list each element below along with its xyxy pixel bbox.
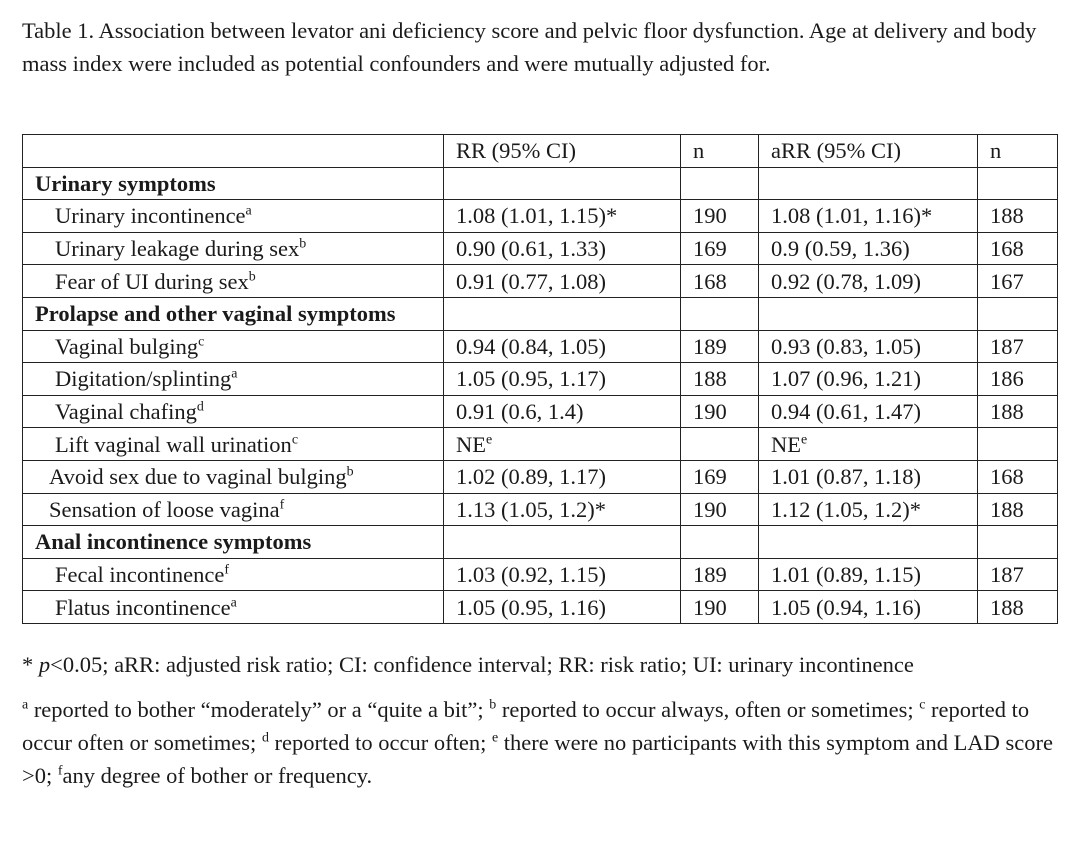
section-heading: Prolapse and other vaginal symptoms <box>23 297 444 330</box>
row-label-cell <box>23 330 444 363</box>
arr-value: 0.9 (0.59, 1.36) <box>771 236 910 262</box>
n-adjusted-cell <box>978 428 1058 461</box>
n-cell: 189 <box>681 558 759 591</box>
arr-cell <box>759 330 978 363</box>
footnote-text: any degree of bother or frequency. <box>62 763 373 788</box>
empty-cell <box>444 526 681 559</box>
footnote-marker: e <box>801 432 808 448</box>
p-symbol: p <box>38 652 51 677</box>
arr-value: 1.12 (1.05, 1.2)* <box>771 496 921 522</box>
row-label: Fecal incontinence <box>55 562 225 588</box>
rr-cell <box>444 428 681 461</box>
arr-cell <box>759 200 978 233</box>
rr-value: 1.03 (0.92, 1.15) <box>456 562 606 588</box>
empty-cell <box>681 167 759 200</box>
table-row <box>23 591 1058 624</box>
n-adjusted-cell: 187 <box>978 558 1058 591</box>
rr-cell <box>444 200 681 233</box>
rr-cell <box>444 558 681 591</box>
abbreviations-text: <0.05; aRR: adjusted risk ratio; CI: confidence interval; RR: risk ratio; UI: urinary incontinence <box>50 652 914 677</box>
section-row <box>23 526 1058 559</box>
table-caption: Table 1. Association between levator ani deficiency score and pelvic floor dysfunction. Age at delivery and body mass index were included as potential confounders and were mutually adjusted for. <box>22 18 1037 76</box>
rr-value: 1.05 (0.95, 1.16) <box>456 594 606 620</box>
n-adjusted-cell: 188 <box>978 591 1058 624</box>
arr-value: 1.08 (1.01, 1.16)* <box>771 203 933 229</box>
arr-value: 1.01 (0.87, 1.18) <box>771 464 921 490</box>
abbreviations-note <box>22 648 1062 681</box>
rr-cell <box>444 330 681 363</box>
row-label-cell <box>23 363 444 396</box>
footnote-marker: b <box>489 697 497 713</box>
arr-cell <box>759 363 978 396</box>
rr-cell <box>444 591 681 624</box>
row-label: Urinary leakage during sex <box>55 236 300 262</box>
n-adjusted-cell: 188 <box>978 395 1058 428</box>
header-cell-label <box>23 135 444 168</box>
table-row <box>23 558 1058 591</box>
row-label-cell <box>23 460 444 493</box>
rr-cell <box>444 460 681 493</box>
row-label: Flatus incontinence <box>55 594 231 620</box>
n-adjusted-cell: 188 <box>978 200 1058 233</box>
n-adjusted-cell: 168 <box>978 232 1058 265</box>
rr-cell <box>444 232 681 265</box>
row-label: Urinary incontinence <box>55 203 246 229</box>
n-cell: 169 <box>681 232 759 265</box>
table-row <box>23 460 1058 493</box>
arr-cell <box>759 265 978 298</box>
footnote-marker: d <box>261 730 269 746</box>
arr-cell <box>759 428 978 461</box>
footnote-marker: c <box>291 432 298 448</box>
empty-cell <box>681 526 759 559</box>
table-row <box>23 200 1058 233</box>
rr-value: 1.02 (0.89, 1.17) <box>456 464 606 490</box>
row-label: Lift vaginal wall urination <box>55 431 292 457</box>
footnote-marker: b <box>248 269 256 285</box>
table-row <box>23 363 1058 396</box>
footnote-text: reported to occur often; <box>268 730 492 755</box>
footnote-text: reported to bother “moderately” or a “quite a bit”; <box>28 697 490 722</box>
row-label: Fear of UI during sex <box>55 268 249 294</box>
row-label: Avoid sex due to vaginal bulging <box>49 464 347 490</box>
table-notes <box>22 648 1062 792</box>
arr-cell <box>759 460 978 493</box>
table-row <box>23 395 1058 428</box>
table-row <box>23 265 1058 298</box>
footnote-marker: a <box>245 203 252 219</box>
table-row <box>23 428 1058 461</box>
row-label-cell <box>23 558 444 591</box>
n-adjusted-cell: 186 <box>978 363 1058 396</box>
n-cell: 190 <box>681 493 759 526</box>
row-label-cell <box>23 428 444 461</box>
empty-cell <box>978 167 1058 200</box>
empty-cell <box>759 297 978 330</box>
header-cell-rr: RR (95% CI) <box>444 135 681 168</box>
arr-cell <box>759 591 978 624</box>
arr-value: 0.92 (0.78, 1.09) <box>771 268 921 294</box>
row-label-cell <box>23 232 444 265</box>
n-adjusted-cell: 188 <box>978 493 1058 526</box>
table-row <box>23 330 1058 363</box>
header-cell-arr: aRR (95% CI) <box>759 135 978 168</box>
header-cell-n-adjusted: n <box>978 135 1058 168</box>
footnote-marker: b <box>299 236 307 252</box>
row-label-cell <box>23 395 444 428</box>
row-label-cell <box>23 493 444 526</box>
footnote-marker: c <box>198 334 205 350</box>
arr-value: NE <box>771 431 801 457</box>
arr-value: 0.94 (0.61, 1.47) <box>771 399 921 425</box>
n-cell: 190 <box>681 200 759 233</box>
empty-cell <box>978 526 1058 559</box>
empty-cell <box>759 167 978 200</box>
arr-value: 1.01 (0.89, 1.15) <box>771 562 921 588</box>
footnotes <box>22 693 1062 792</box>
footnote-text: there were no participants with this symptom and LAD score >0; <box>22 730 1054 788</box>
n-cell: 168 <box>681 265 759 298</box>
arr-value: 0.93 (0.83, 1.05) <box>771 333 921 359</box>
header-cell-n: n <box>681 135 759 168</box>
footnote-marker: b <box>346 464 354 480</box>
arr-value: 1.07 (0.96, 1.21) <box>771 366 921 392</box>
rr-value: 0.91 (0.6, 1.4) <box>456 399 584 425</box>
arr-cell <box>759 232 978 265</box>
footnote-marker: c <box>919 697 926 713</box>
empty-cell <box>681 297 759 330</box>
header-row <box>23 135 1058 168</box>
rr-cell <box>444 363 681 396</box>
results-table <box>22 134 1058 624</box>
table-row <box>23 232 1058 265</box>
row-label-cell <box>23 591 444 624</box>
rr-cell <box>444 265 681 298</box>
footnote-text: reported to occur often or sometimes; <box>22 697 1030 755</box>
arr-cell <box>759 395 978 428</box>
arr-value: 1.05 (0.94, 1.16) <box>771 594 921 620</box>
empty-cell <box>444 297 681 330</box>
rr-value: 0.90 (0.61, 1.33) <box>456 236 606 262</box>
empty-cell <box>978 297 1058 330</box>
n-cell <box>681 428 759 461</box>
row-label-cell <box>23 200 444 233</box>
n-adjusted-cell: 167 <box>978 265 1058 298</box>
footnote-marker: f <box>279 497 285 513</box>
footnote-marker: a <box>22 697 29 713</box>
empty-cell <box>759 526 978 559</box>
n-adjusted-cell: 187 <box>978 330 1058 363</box>
footnote-marker: e <box>491 730 499 746</box>
footnote-marker: e <box>486 432 493 448</box>
footnote-marker: f <box>224 562 229 578</box>
rr-value: 0.91 (0.77, 1.08) <box>456 268 606 294</box>
table-row <box>23 493 1058 526</box>
section-heading: Urinary symptoms <box>23 167 444 200</box>
arr-cell <box>759 558 978 591</box>
footnote-marker: a <box>231 366 238 382</box>
section-heading: Anal incontinence symptoms <box>23 526 444 559</box>
row-label-cell <box>23 265 444 298</box>
rr-cell <box>444 395 681 428</box>
footnote-text: reported to occur always, often or sometimes; <box>496 697 920 722</box>
n-cell: 190 <box>681 591 759 624</box>
section-row <box>23 297 1058 330</box>
n-adjusted-cell: 168 <box>978 460 1058 493</box>
n-cell: 188 <box>681 363 759 396</box>
rr-value: NE <box>456 431 486 457</box>
n-cell: 190 <box>681 395 759 428</box>
row-label: Sensation of loose vagina <box>49 496 280 522</box>
row-label: Vaginal bulging <box>55 333 199 359</box>
footnote-marker: d <box>196 399 204 415</box>
n-cell: 189 <box>681 330 759 363</box>
rr-value: 0.94 (0.84, 1.05) <box>456 333 606 359</box>
footnote-marker: a <box>230 595 237 611</box>
significance-star: * <box>22 652 39 677</box>
arr-cell <box>759 493 978 526</box>
rr-value: 1.08 (1.01, 1.15)* <box>456 203 618 229</box>
table-body <box>23 135 1058 624</box>
empty-cell <box>444 167 681 200</box>
row-label: Vaginal chafing <box>55 399 197 425</box>
row-label: Digitation/splinting <box>55 366 232 392</box>
footnote-marker: f <box>57 763 63 779</box>
section-row <box>23 167 1058 200</box>
rr-value: 1.05 (0.95, 1.17) <box>456 366 606 392</box>
rr-cell <box>444 493 681 526</box>
rr-value: 1.13 (1.05, 1.2)* <box>456 496 606 522</box>
n-cell: 169 <box>681 460 759 493</box>
